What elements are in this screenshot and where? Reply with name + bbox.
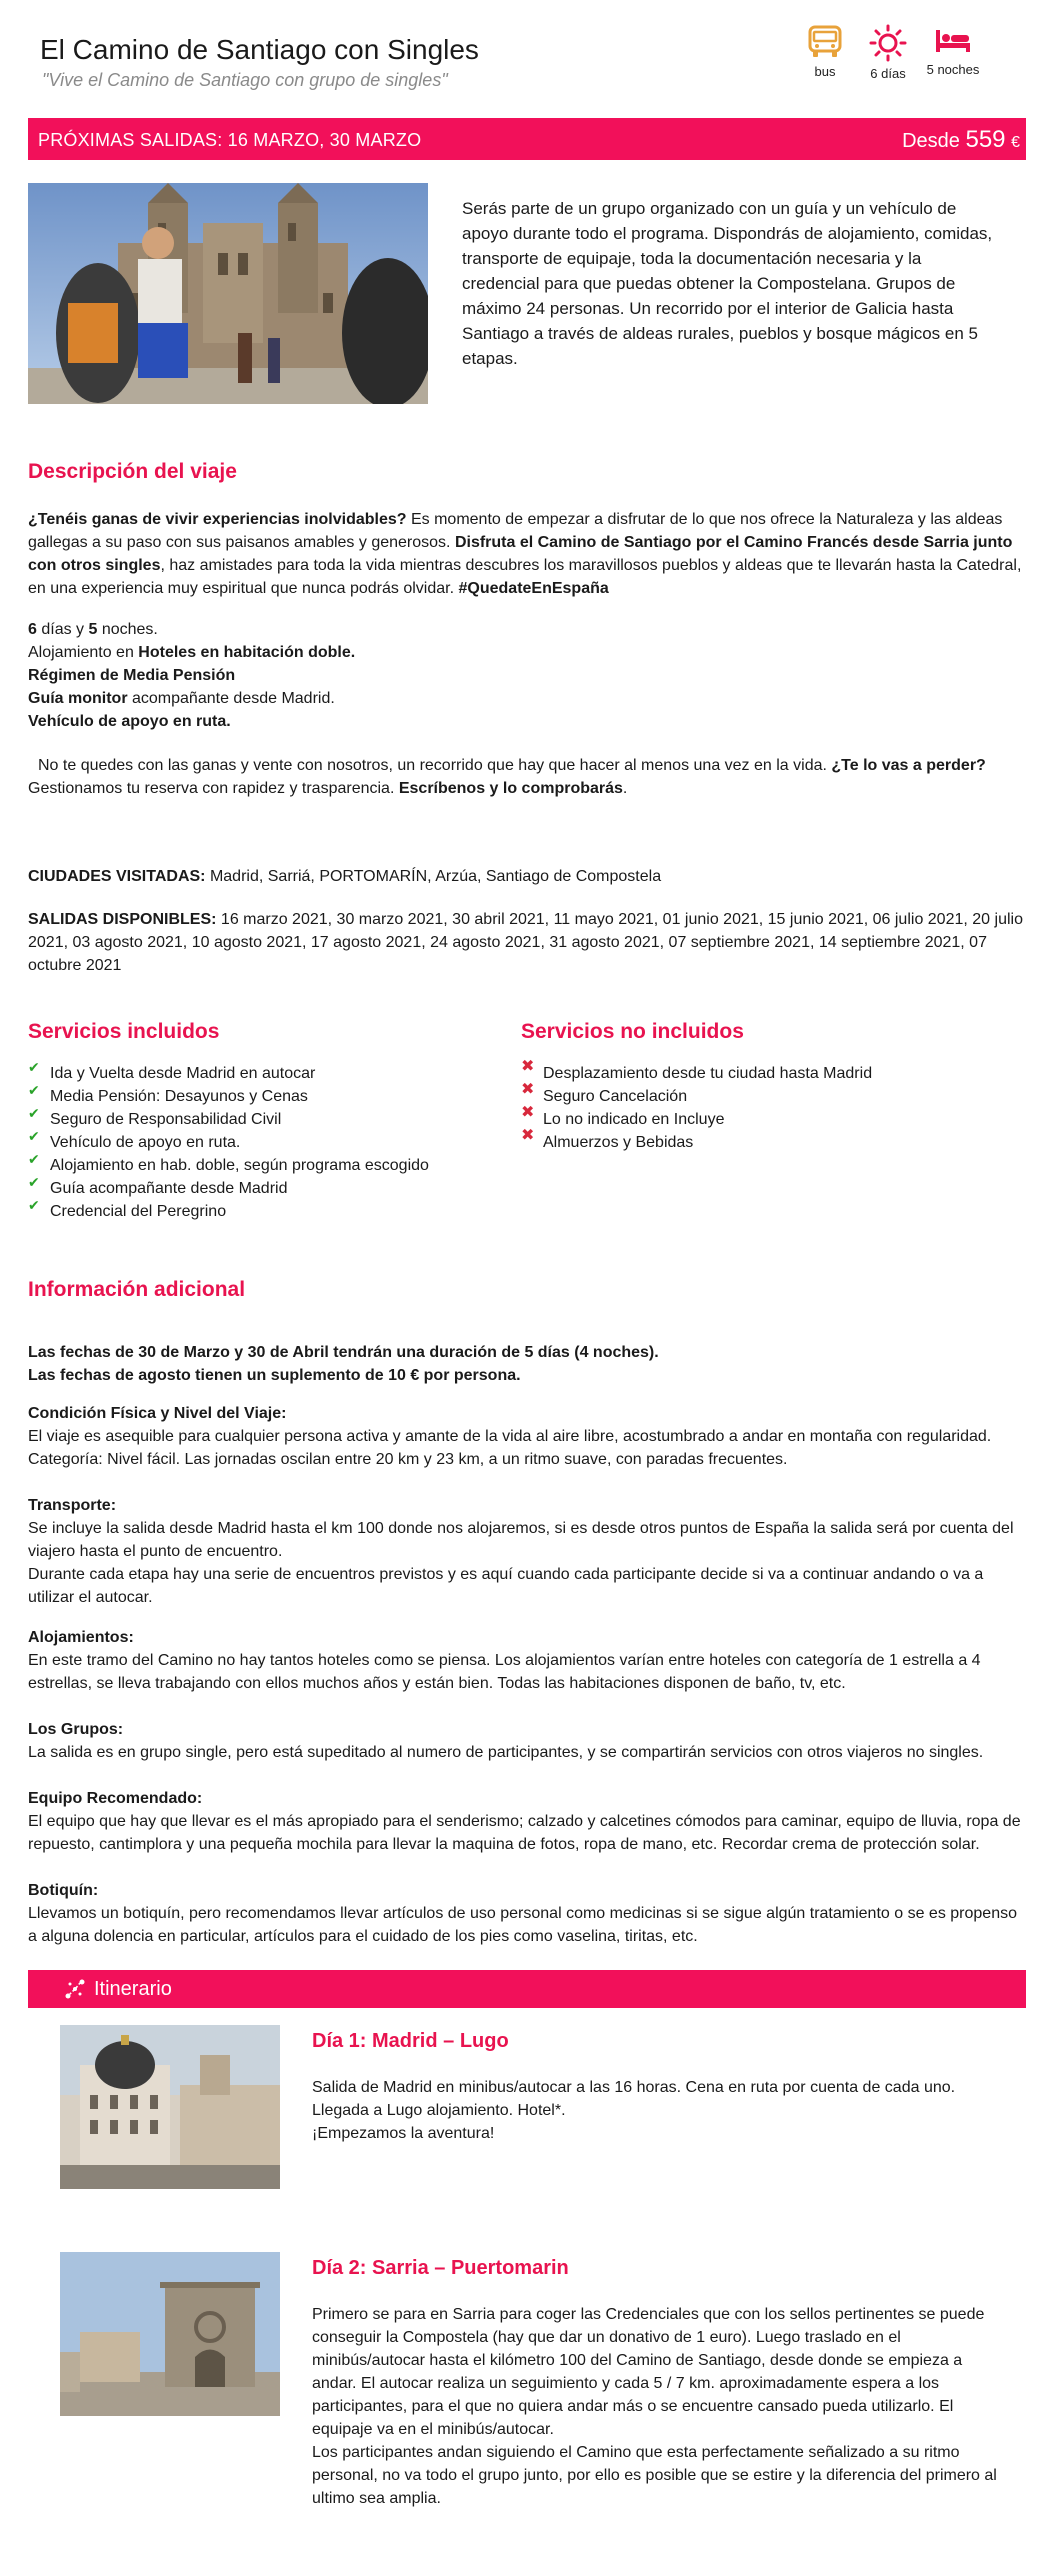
cross-icon: ✖: [521, 1104, 535, 1121]
page-title: El Camino de Santiago con Singles: [40, 34, 479, 65]
first-aid-section: [28, 1879, 1026, 1948]
list-item: [28, 1059, 468, 1085]
list-item: [521, 1058, 961, 1085]
additional-info-heading: Información adicional: [28, 1278, 246, 1301]
bus-info: [790, 24, 860, 79]
desc-text-2: , haz amistades para toda la vida mientras descubres los maravillosos pueblos y aldeas que te llevarán hasta la Catedral, en una experiencia muy espiritual que nunca podrás olvidar.: [28, 557, 1022, 597]
day2-description: [312, 2303, 1002, 2510]
included-item-label: Alojamiento en hab. doble, según programa escogido: [50, 1157, 429, 1174]
list-item: [521, 1127, 961, 1154]
price-value: 559: [965, 126, 1006, 153]
fitness-text-1: El viaje es asequible para cualquier persona activa y amante de la vida al aire libre, acostumbrado a andar en montaña con regularidad.: [28, 1428, 992, 1445]
lodging-prefix: Alojamiento en: [28, 644, 139, 661]
check-icon: ✔: [28, 1128, 40, 1144]
departures-banner: [28, 118, 1026, 160]
day2-line-2: Los participantes andan siguiendo el Camino que esta perfectamente señalizado a su ritmo personal, no va todo el grupo junto, por ello es posible que se estire y la diferencia del primero al ultimo sea amplia.: [312, 2444, 997, 2507]
day2-photo-portomarin-church: [60, 2252, 280, 2416]
fitness-heading: Condición Física y Nivel del Viaje:: [28, 1405, 287, 1422]
transport-section: [28, 1494, 1026, 1609]
check-icon: ✔: [28, 1197, 40, 1213]
day2-title: Día 2: Sarria – Puertomarin: [312, 2257, 569, 2279]
hero-photo-pilgrims-cathedral: [28, 183, 428, 404]
dates-list: 16 marzo 2021, 30 marzo 2021, 30 abril 2021, 11 mayo 2021, 01 junio 2021, 15 junio 2021, 06 julio 2021, 20 julio 2021, 03 agosto 2021, 10 agosto 2021, 17 agosto 2021, 24 agosto 2021, 31 agosto 2021, 07 septiembre 2021, 14 septiembre 2021, 07 octubre 2021: [28, 911, 1023, 974]
list-item: [28, 1128, 468, 1154]
transport-text-2: Durante cada etapa hay una serie de encuentros previstos y es aquí cuando cada participante decide si va a continuar andando o va a utilizar el autocar.: [28, 1566, 984, 1606]
day1-title: Día 1: Madrid – Lugo: [312, 2030, 509, 2052]
list-item: [28, 1197, 468, 1223]
lodging-section: [28, 1626, 1026, 1695]
included-list: [28, 1059, 468, 1223]
days-text: días y: [36, 621, 89, 638]
price-prefix: Desde: [902, 130, 960, 152]
day1-description: [312, 2076, 1002, 2145]
bed-icon: [933, 24, 973, 58]
desc-bold-2: Disfruta el Camino de Santiago por el Camino Francés desde Sarria junto con otros singles: [28, 534, 1013, 574]
desc-hashtag: #QuedateEnEspaña: [458, 580, 609, 597]
included-item-label: Media Pensión: Desayunos y Cenas: [50, 1088, 308, 1105]
not-included-item-label: Seguro Cancelación: [543, 1088, 688, 1105]
equipment-section: [28, 1787, 1026, 1856]
included-item-label: Vehículo de apoyo en ruta.: [50, 1134, 241, 1151]
intro-text: Serás parte de un grupo organizado con un guía y un vehículo de apoyo durante todo el programa. Dispondrás de alojamiento, comidas, transporte de equipaje, toda la documentación necesaria y la credencial para que puedas obtener la Compostelana. Grupos de máximo 24 personas. Un recorrido por el interior de Galicia hasta Santiago a través de aldeas rurales, pueblos y bosque mágicos en 5 etapas.: [462, 199, 993, 368]
list-item: [521, 1104, 961, 1131]
cities-label: CIUDADES VISITADAS:: [28, 868, 206, 885]
available-departures: [28, 908, 1026, 977]
description-paragraph: [28, 508, 1026, 600]
cross-icon: ✖: [521, 1058, 535, 1075]
list-item: [28, 1082, 468, 1108]
sun-icon: [868, 24, 908, 62]
nights-info: [918, 24, 988, 77]
cta-text-2: Gestionamos tu reserva con rapidez y trasparencia.: [28, 780, 399, 797]
equipment-text: El equipo que hay que llevar es el más apropiado para el senderismo; calzado y calcetines cómodos para caminar, equipo de lluvia, ropa de repuesto, cantimplora y una pequeña mochila para llevar la maquina de fotos, ropa de mano, etc. Recordar crema de protección solar.: [28, 1813, 1021, 1853]
bus-label: bus: [814, 64, 836, 79]
day1-line-1: Salida de Madrid en minibus/autocar a las 16 horas. Cena en ruta por cuenta de cada uno.: [312, 2079, 956, 2096]
groups-heading: Los Grupos:: [28, 1721, 124, 1738]
included-item-label: Ida y Vuelta desde Madrid en autocar: [50, 1065, 316, 1082]
date-note-1: Las fechas de 30 de Marzo y 30 de Abril tendrán una duración de 5 días (4 noches).: [28, 1344, 659, 1361]
lodging-text: En este tramo del Camino no hay tantos hoteles como se piensa. Los alojamientos varían entre hoteles con categoría de 1 estrella a 4 estrellas, se lleva trabajando con ellos muchos años y están bien. Todas las habitaciones disponen de baño, tv, etc.: [28, 1652, 981, 1692]
price-label: [902, 126, 1020, 154]
description-heading: Descripción del viaje: [28, 460, 237, 483]
cross-icon: ✖: [521, 1081, 535, 1098]
check-icon: ✔: [28, 1151, 40, 1167]
day1-line-2: Llegada a Lugo alojamiento. Hotel*.: [312, 2102, 566, 2119]
guide-label: Guía monitor: [28, 690, 128, 707]
cross-icon: ✖: [521, 1127, 535, 1144]
equipment-heading: Equipo Recomendado:: [28, 1790, 203, 1807]
list-item: [28, 1105, 468, 1131]
days-count: 6: [28, 621, 37, 638]
days-label: 6 días: [870, 66, 906, 81]
cta-bold-1: ¿Te lo vas a perder?: [831, 757, 986, 774]
included-heading: Servicios incluidos: [28, 1020, 220, 1043]
check-icon: ✔: [28, 1174, 40, 1190]
itinerary-header: [28, 1970, 1026, 2008]
cta-text-1: No te quedes con las ganas y vente con nosotros, un recorrido que hay que hacer al menos una vez en la vida.: [38, 757, 832, 774]
route-icon: [64, 1978, 86, 2000]
dates-label: SALIDAS DISPONIBLES:: [28, 911, 217, 928]
groups-text: La salida es en grupo single, pero está supeditado al numero de participantes, y se compartirán servicios con otros viajeros no singles.: [28, 1744, 984, 1761]
date-notes: [28, 1341, 1026, 1387]
fitness-text-2: Categoría: Nivel fácil. Las jornadas oscilan entre 20 km y 23 km, a un ritmo suave, con paradas frecuentes.: [28, 1451, 788, 1468]
not-included-heading: Servicios no incluidos: [521, 1020, 744, 1043]
trip-facts: [28, 618, 1026, 733]
fitness-section: [28, 1402, 1026, 1471]
cta-text-3: .: [622, 780, 628, 797]
nights-text: noches.: [97, 621, 158, 638]
list-item: [521, 1081, 961, 1108]
cta-bold-2: Escríbenos y lo comprobarás: [398, 780, 623, 797]
check-icon: ✔: [28, 1059, 40, 1075]
list-item: [28, 1174, 468, 1200]
included-item-label: Guía acompañante desde Madrid: [50, 1180, 288, 1197]
groups-section: [28, 1718, 1026, 1764]
page-subtitle: "Vive el Camino de Santiago con grupo de singles": [42, 70, 448, 90]
included-item-label: Credencial del Peregrino: [50, 1203, 227, 1220]
lodging-heading: Alojamientos:: [28, 1629, 134, 1646]
nights-count: 5: [88, 621, 98, 638]
not-included-item-label: Almuerzos y Bebidas: [543, 1134, 694, 1151]
days-info: [853, 24, 923, 81]
included-item-label: Seguro de Responsabilidad Civil: [50, 1111, 282, 1128]
desc-bold-1: ¿Tenéis ganas de vivir experiencias inolvidables?: [28, 511, 407, 528]
call-to-action-paragraph: [28, 754, 1026, 800]
price-currency: €: [1011, 134, 1020, 151]
transport-text-1: Se incluye la salida desde Madrid hasta el km 100 donde nos alojaremos, si es desde otros puntos de España la salida será por cuenta del viajero hasta el punto de encuentro.: [28, 1520, 1014, 1560]
day1-photo-madrid: [60, 2025, 280, 2189]
nights-label: 5 noches: [926, 62, 980, 77]
lodging-type: Hoteles en habitación doble.: [138, 644, 356, 661]
check-icon: ✔: [28, 1082, 40, 1098]
transport-heading: Transporte:: [28, 1497, 117, 1514]
not-included-item-label: Desplazamiento desde tu ciudad hasta Madrid: [543, 1065, 873, 1082]
board-type: Régimen de Media Pensión: [28, 667, 236, 684]
itinerary-title: Itinerario: [94, 1978, 172, 2000]
date-note-2: Las fechas de agosto tienen un suplemento de 10 € por persona.: [28, 1367, 521, 1384]
not-included-list: [521, 1058, 961, 1154]
check-icon: ✔: [28, 1105, 40, 1121]
departures-text: PRÓXIMAS SALIDAS: 16 MARZO, 30 MARZO: [38, 130, 422, 150]
cities-list: Madrid, Sarriá, PORTOMARÍN, Arzúa, Santiago de Compostela: [205, 868, 662, 885]
day1-line-3: ¡Empezamos la aventura!: [312, 2125, 495, 2142]
support-vehicle: Vehículo de apoyo en ruta.: [28, 713, 231, 730]
guide-text: acompañante desde Madrid.: [127, 690, 335, 707]
page-header: [0, 0, 1054, 110]
list-item: [28, 1151, 468, 1177]
bus-icon: [805, 24, 845, 60]
desc-text-1: Es momento de empezar a disfrutar de lo que nos ofrece la Naturaleza y las aldeas gallegas a su paso con sus paisanos amables y generosos.: [28, 511, 1003, 551]
first-aid-heading: Botiquín:: [28, 1882, 99, 1899]
visited-cities: [28, 865, 1026, 888]
not-included-item-label: Lo no indicado en Incluye: [543, 1111, 725, 1128]
first-aid-text: Llevamos un botiquín, pero recomendamos llevar artículos de uso personal como medicinas si se sigue algún tratamiento o se es propenso a alguna dolencia en particular, artículos para el cuidado de los pies como vaselina, tiritas, etc.: [28, 1905, 1017, 1945]
day2-line-1: Primero se para en Sarria para coger las Credenciales que con los sellos pertinentes se puede conseguir la Compostela (hay que dar un donativo de 1 euro). Luego traslado en el minibús/autocar hasta el kilómetro 100 del Camino de Santiago, desde donde se empieza a andar. El autocar realiza un seguimiento y cada 5 / 7 km. aproximadamente espera a los participantes, para el que no quiera andar más o se encuentre cansado pueda utilizarlo. El equipaje va en el minibús/autocar.: [312, 2306, 985, 2438]
